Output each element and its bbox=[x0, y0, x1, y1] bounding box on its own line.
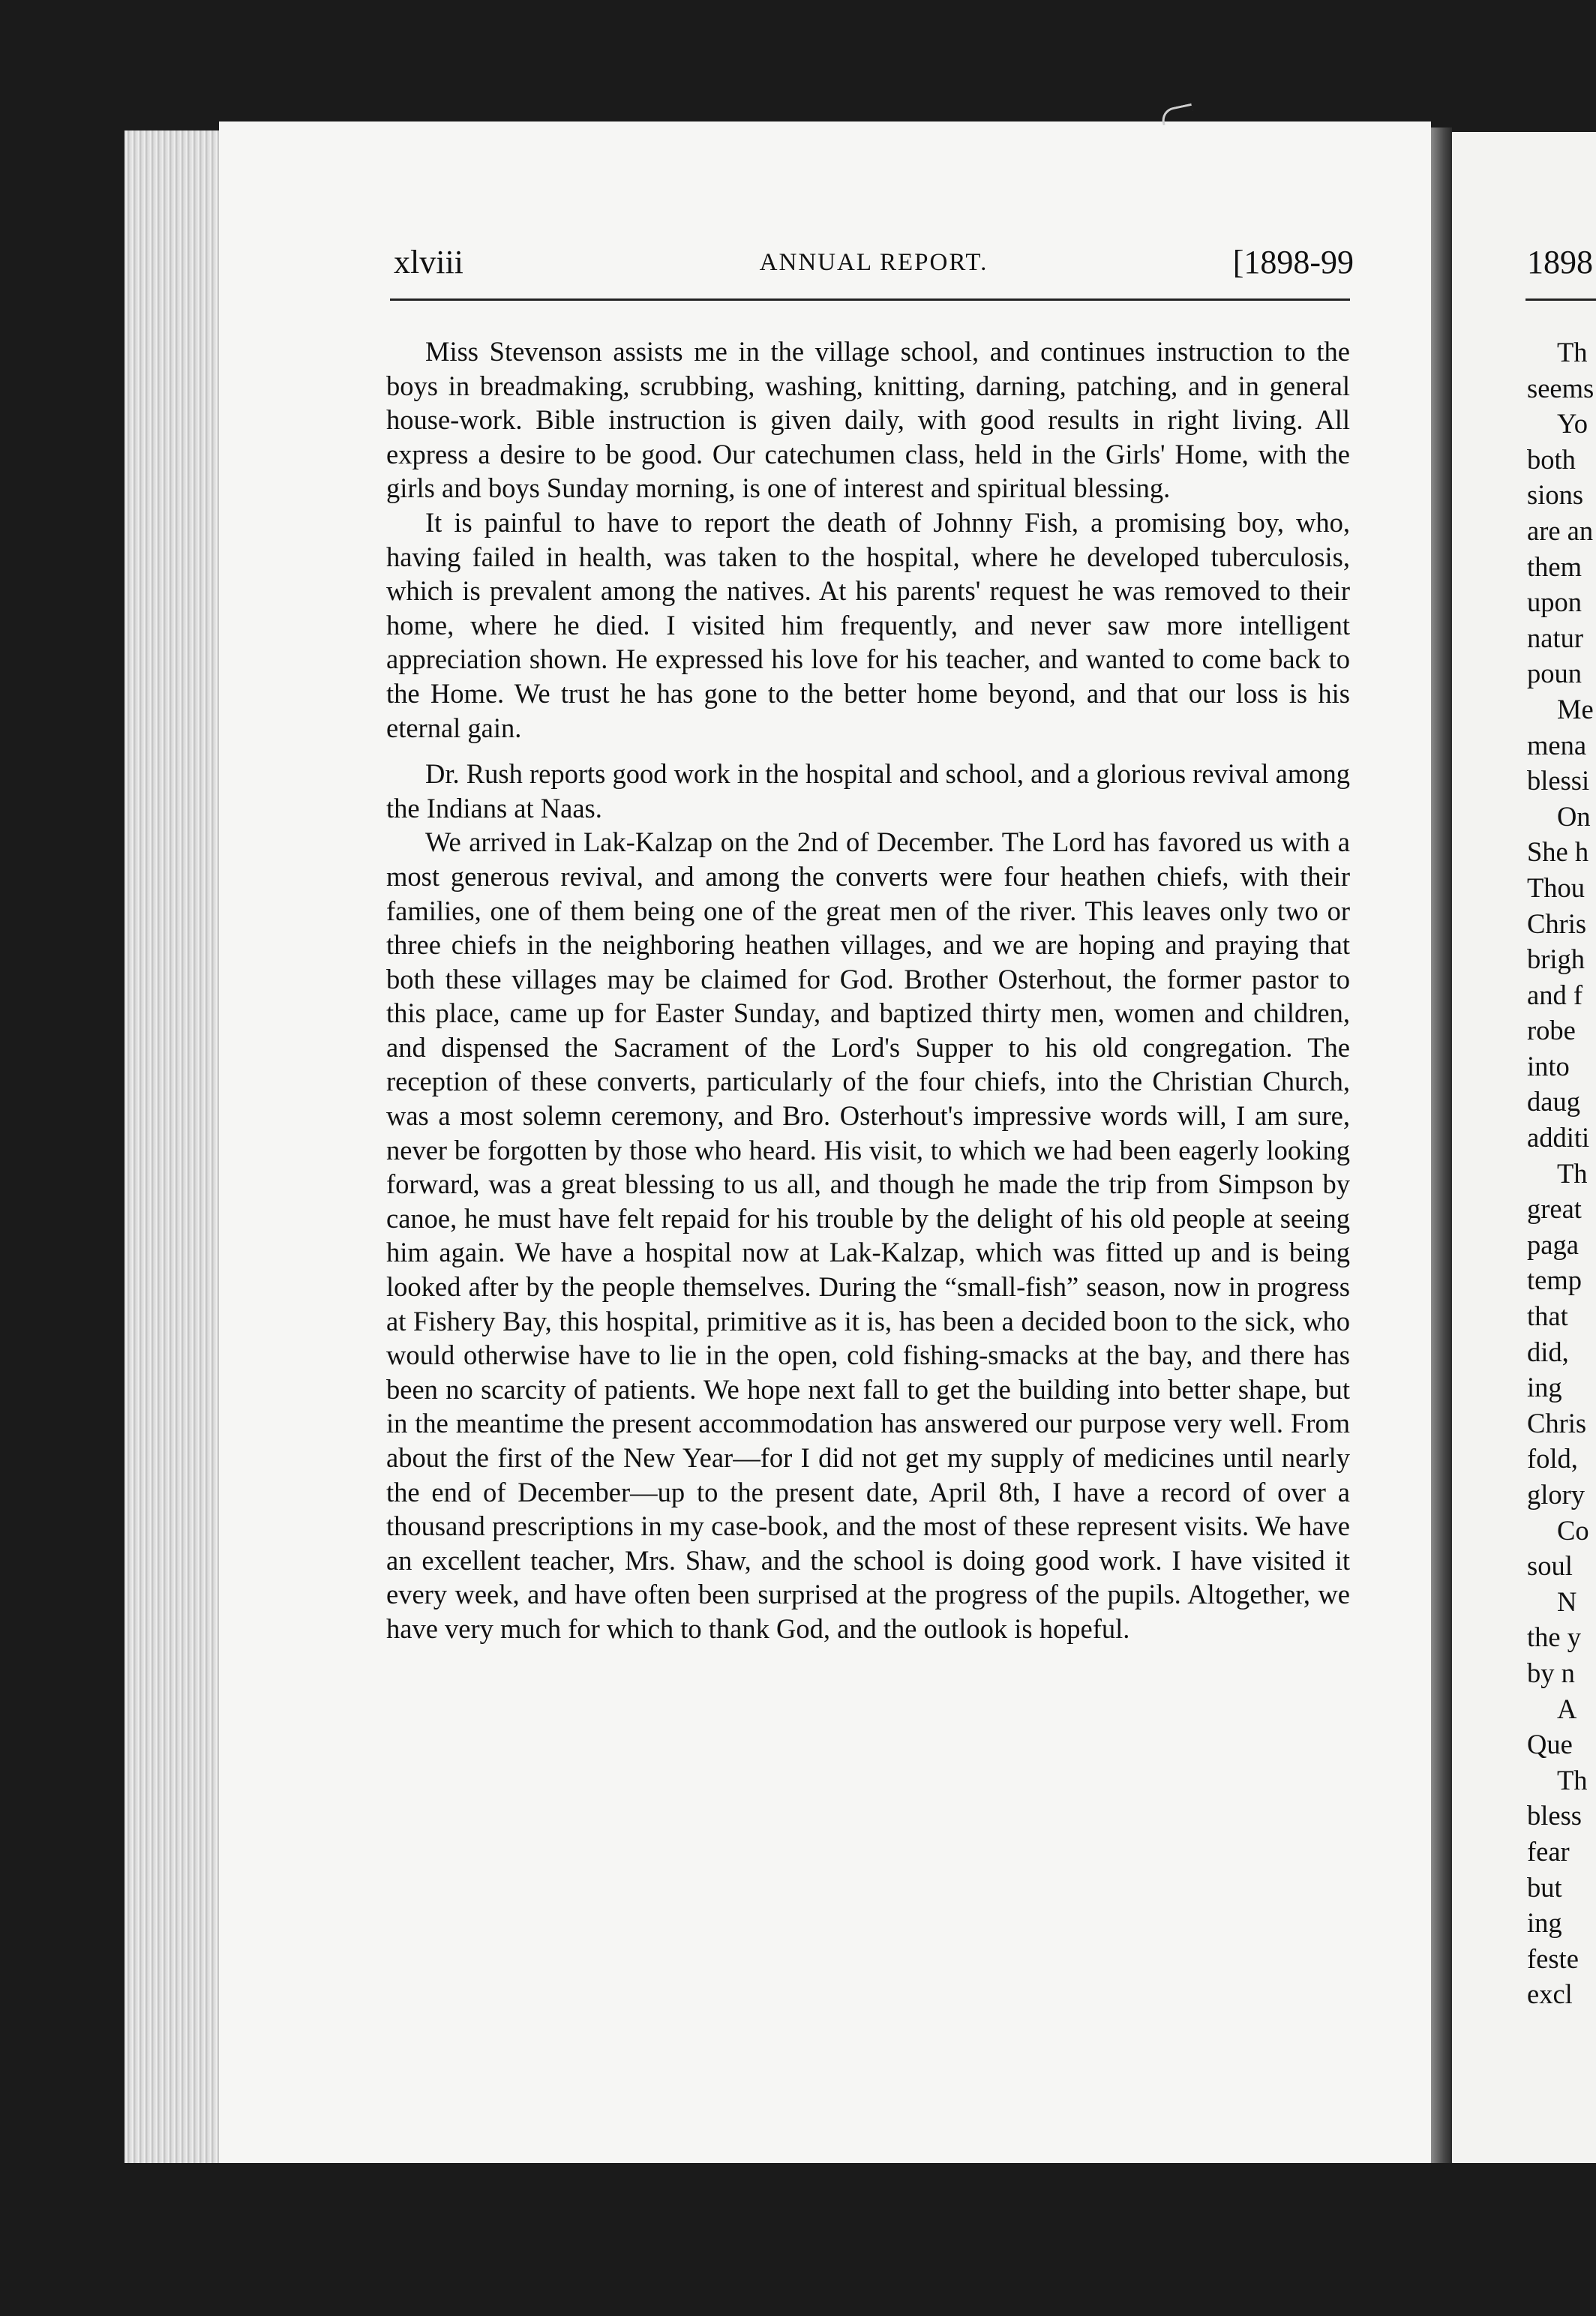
right-page-line: She h bbox=[1527, 836, 1589, 868]
page-edges bbox=[124, 130, 222, 2163]
right-page-line: natur bbox=[1527, 622, 1583, 653]
report-year: [1898-99 bbox=[1232, 244, 1354, 280]
right-page-line: did, bbox=[1527, 1336, 1569, 1367]
right-page-line: and f bbox=[1527, 979, 1582, 1010]
right-page-line: great bbox=[1527, 1193, 1582, 1225]
right-page bbox=[1452, 132, 1596, 2163]
right-page-line: daug bbox=[1527, 1086, 1580, 1118]
right-page-line: fold, bbox=[1527, 1443, 1578, 1474]
right-page-line: A bbox=[1557, 1693, 1577, 1724]
right-page-line: mena bbox=[1527, 729, 1587, 760]
right-page-line: additi bbox=[1527, 1122, 1590, 1154]
right-page-line: fear bbox=[1527, 1835, 1570, 1867]
right-page-line: but bbox=[1527, 1871, 1562, 1903]
right-page-line: glory bbox=[1527, 1479, 1586, 1510]
right-page-line: Chris bbox=[1527, 1407, 1587, 1438]
right-page-line: temp bbox=[1527, 1264, 1582, 1296]
right-page-line: Chris bbox=[1527, 908, 1587, 939]
right-page-line: both bbox=[1527, 443, 1576, 475]
right-page-line: the y bbox=[1527, 1622, 1581, 1653]
right-page-line: are an bbox=[1527, 514, 1594, 546]
paragraph: Dr. Rush reports good work in the hospital and school, and a glorious revival among the Indians at Naas. bbox=[386, 758, 1350, 824]
right-page-line: On bbox=[1557, 800, 1591, 832]
page-header bbox=[394, 240, 1354, 285]
right-page-line: Th bbox=[1557, 1764, 1588, 1796]
right-page-line: Th bbox=[1557, 337, 1588, 368]
right-page-line: upon bbox=[1527, 586, 1582, 618]
running-title: ANNUAL REPORT. bbox=[759, 249, 988, 276]
right-page-line: sions bbox=[1527, 479, 1584, 511]
right-page-header: 1898 bbox=[1527, 244, 1593, 280]
right-page-text bbox=[1527, 334, 1596, 2012]
right-page-line: Yo bbox=[1557, 408, 1588, 440]
right-page-line: Thou bbox=[1527, 872, 1586, 903]
right-page-line: excl bbox=[1527, 1978, 1573, 2010]
right-page-line: into bbox=[1527, 1050, 1570, 1082]
right-page-line: Th bbox=[1557, 1157, 1588, 1189]
right-page-line: brigh bbox=[1527, 944, 1586, 975]
paragraph: It is painful to have to report the death of Johnny Fish, a promising boy, who, having failed in health, was taken to the hospital, where he developed tuberculosis, which is prevalent among the natives. At his parents' request he was removed to their home, where he died. I visited him frequently, and never saw more intelligent appreciation shown. He expressed his love for his teacher, and wanted to come back to the Home. We trust he has gone to the better home beyond, and that our loss is his eternal gain. bbox=[386, 506, 1350, 743]
body-text bbox=[386, 334, 1350, 1646]
right-page-line: N bbox=[1557, 1586, 1577, 1617]
right-page-line: ing bbox=[1527, 1907, 1562, 1939]
page-number: xlviii bbox=[394, 244, 464, 280]
right-page-line: ing bbox=[1527, 1372, 1562, 1403]
right-page-line: that bbox=[1527, 1300, 1568, 1332]
right-page-line: Co bbox=[1557, 1514, 1589, 1546]
right-page-line: robe bbox=[1527, 1015, 1576, 1046]
right-page-line: Me bbox=[1557, 693, 1594, 724]
paragraph: Miss Stevenson assists me in the village school, and continues instruction to the boys in breadmaking, scrubbing, washing, knitting, darning, patching, and in general house-work. Bible instruction is given daily, with good results in right living. All express a desire to be good. Our catechumen class, held in the Girls' Home, with the girls and boys Sunday morning, is one of interest and spiritual blessing. bbox=[386, 336, 1350, 504]
right-page-line: blessi bbox=[1527, 765, 1590, 796]
book-gutter bbox=[1431, 128, 1452, 2163]
right-page-line: seems bbox=[1527, 372, 1594, 404]
right-page-line: bless bbox=[1527, 1800, 1582, 1832]
right-page-line: feste bbox=[1527, 1942, 1579, 1974]
right-page-line: paga bbox=[1527, 1228, 1579, 1260]
right-page-line: poun bbox=[1527, 658, 1582, 689]
paragraph: We arrived in Lak-Kalzap on the 2nd of December. The Lord has favored us with a most generous revival, and among the converts were four heathen chiefs, with their families, one of them being one of the great men of the river. This leaves only two or three chiefs in the neighboring heathen villages, and we are hoping and praying that both these villages may be claimed for God. Brother Osterhout, the former pastor to this place, came up for Easter Sunday, and baptized thirty men, women and children, and dispensed the Sacrament of the Lord's Supper to his old congregation. The reception of these converts, particularly of the four chiefs, into the Christian Church, was a most solemn ceremony, and Bro. Osterhout's impressive words will, I am sure, never be forgotten by those who heard. His visit, to which we had been eagerly looking forward, was a great blessing to us all, and though he made the trip from Simpson by canoe, he must have felt repaid for his trouble by the delight of his old people at seeing him again. We have a hospital now at Lak-Kalzap, which was fitted up and is being looked after by the people themselves. During the “small-fish” season, now in progress at Fishery Bay, this hospital, primitive as it is, has been a decided boon to the sick, who would otherwise have to lie in the open, cold fishing-smacks at the bay, and there has been no scarcity of patients. We hope next fall to get the building into better shape, but in the meantime the present accommodation has answered our purpose very well. From about the first of the New Year—for I did not get my supply of medicines until nearly the end of December—up to the present date, April 8th, I have a record of over a thousand prescriptions in my case-book, and the most of these represent visits. We have an excellent teacher, Mrs. Shaw, and the school is doing good work. I have visited it every week, and have often been surprised at the progress of the pupils. Altogether, we have very much for which to thank God, and the outlook is hopeful. bbox=[386, 826, 1350, 1644]
right-header-rule bbox=[1526, 298, 1596, 301]
right-page-line: them bbox=[1527, 550, 1582, 582]
right-page-line: Que bbox=[1527, 1729, 1573, 1760]
right-page-line: by n bbox=[1527, 1657, 1575, 1688]
header-rule bbox=[390, 298, 1350, 301]
right-page-line: soul bbox=[1527, 1550, 1573, 1582]
